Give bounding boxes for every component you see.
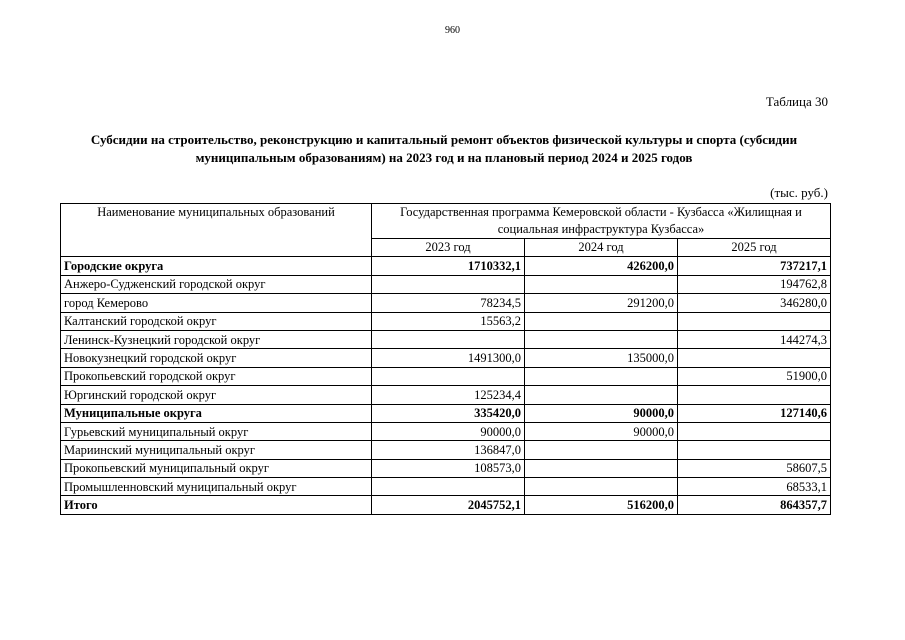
cell-municipality-name: Калтанский городской округ <box>61 312 372 330</box>
cell-value-2024: 291200,0 <box>525 294 678 312</box>
cell-value-2024 <box>525 367 678 385</box>
cell-value-2025: 58607,5 <box>678 459 831 477</box>
cell-municipality-name: Юргинский городской округ <box>61 386 372 404</box>
page-number: 960 <box>445 25 460 36</box>
cell-value-2023: 136847,0 <box>372 441 525 459</box>
cell-municipality-name: Муниципальные округа <box>61 404 372 422</box>
column-header-name: Наименование муниципальных образований <box>61 204 372 257</box>
column-header-2025: 2025 год <box>678 239 831 257</box>
cell-municipality-name: город Кемерово <box>61 294 372 312</box>
table-row <box>61 404 831 422</box>
cell-municipality-name: Ленинск-Кузнецкий городской округ <box>61 330 372 348</box>
units-label: (тыс. руб.) <box>770 185 828 200</box>
cell-municipality-name: Промышленновский муниципальный округ <box>61 478 372 496</box>
cell-value-2025: 51900,0 <box>678 367 831 385</box>
cell-value-2025 <box>678 422 831 440</box>
cell-value-2025: 194762,8 <box>678 275 831 293</box>
cell-value-2025: 127140,6 <box>678 404 831 422</box>
cell-value-2023: 335420,0 <box>372 404 525 422</box>
cell-value-2023: 2045752,1 <box>372 496 525 514</box>
cell-value-2023 <box>372 330 525 348</box>
table-label: Таблица 30 <box>765 94 828 109</box>
cell-value-2025: 68533,1 <box>678 478 831 496</box>
table-row <box>61 257 831 275</box>
cell-value-2023: 1710332,1 <box>372 257 525 275</box>
cell-value-2023: 1491300,0 <box>372 349 525 367</box>
cell-value-2024: 90000,0 <box>525 404 678 422</box>
column-header-2024: 2024 год <box>525 239 678 257</box>
column-header-2023: 2023 год <box>372 239 525 257</box>
cell-municipality-name: Мариинский муниципальный округ <box>61 441 372 459</box>
cell-value-2024: 90000,0 <box>525 422 678 440</box>
table-row <box>61 496 831 514</box>
cell-value-2025: 864357,7 <box>678 496 831 514</box>
cell-municipality-name: Гурьевский муниципальный округ <box>61 422 372 440</box>
cell-value-2024: 516200,0 <box>525 496 678 514</box>
cell-value-2024 <box>525 386 678 404</box>
cell-value-2025: 737217,1 <box>678 257 831 275</box>
table-row <box>61 294 831 312</box>
cell-value-2023: 125234,4 <box>372 386 525 404</box>
cell-value-2024: 135000,0 <box>525 349 678 367</box>
cell-value-2024 <box>525 312 678 330</box>
cell-value-2025 <box>678 386 831 404</box>
cell-value-2024 <box>525 275 678 293</box>
cell-municipality-name: Городские округа <box>61 257 372 275</box>
cell-value-2024 <box>525 459 678 477</box>
cell-value-2023: 108573,0 <box>372 459 525 477</box>
cell-value-2025 <box>678 312 831 330</box>
cell-value-2025: 346280,0 <box>678 294 831 312</box>
cell-value-2023 <box>372 275 525 293</box>
cell-value-2023: 78234,5 <box>372 294 525 312</box>
cell-municipality-name: Анжеро-Судженский городской округ <box>61 275 372 293</box>
cell-value-2023: 90000,0 <box>372 422 525 440</box>
cell-municipality-name: Прокопьевский городской округ <box>61 367 372 385</box>
cell-value-2024: 426200,0 <box>525 257 678 275</box>
subsidies-table <box>60 203 831 515</box>
cell-value-2024 <box>525 478 678 496</box>
header-row <box>61 204 831 239</box>
table-row <box>61 441 831 459</box>
cell-value-2025 <box>678 349 831 367</box>
cell-value-2025 <box>678 441 831 459</box>
cell-value-2024 <box>525 330 678 348</box>
table-row <box>61 386 831 404</box>
table-row <box>61 459 831 477</box>
table-row <box>61 422 831 440</box>
cell-municipality-name: Итого <box>61 496 372 514</box>
table-row <box>61 275 831 293</box>
table-row <box>61 478 831 496</box>
document-title: Субсидии на строительство, реконструкцию и капитальный ремонт объектов физической культуры и спорта (субсидии муниципальным образованиям) на 2023 год и на плановый период 2024 и 2025 годов <box>90 132 798 165</box>
cell-value-2024 <box>525 441 678 459</box>
table-row <box>61 349 831 367</box>
cell-value-2023 <box>372 478 525 496</box>
cell-municipality-name: Прокопьевский муниципальный округ <box>61 459 372 477</box>
table-row <box>61 367 831 385</box>
program-header: Государственная программа Кемеровской области - Кузбасса «Жилищная и социальная инфраструктура Кузбасса» <box>372 204 831 239</box>
table-row <box>61 312 831 330</box>
cell-value-2023: 15563,2 <box>372 312 525 330</box>
cell-value-2023 <box>372 367 525 385</box>
cell-municipality-name: Новокузнецкий городской округ <box>61 349 372 367</box>
table-row <box>61 330 831 348</box>
cell-value-2025: 144274,3 <box>678 330 831 348</box>
